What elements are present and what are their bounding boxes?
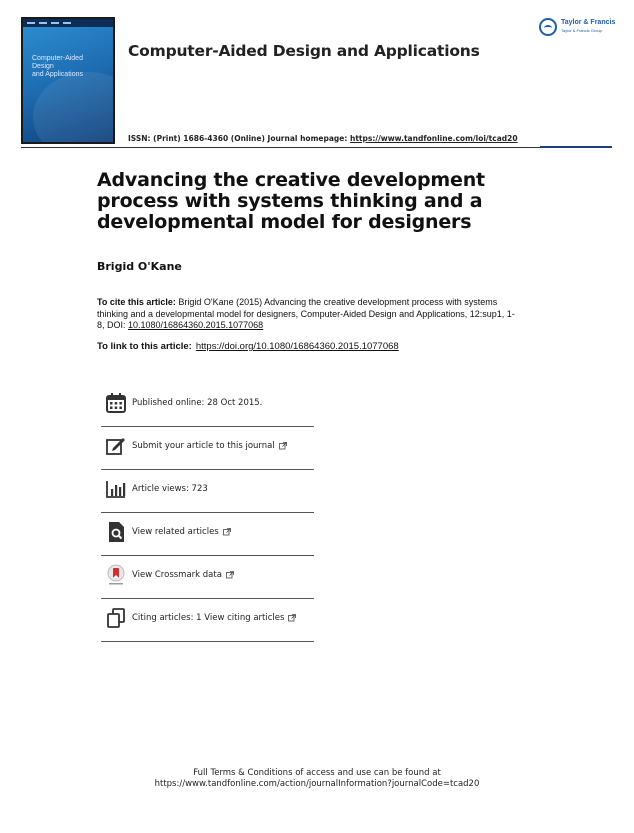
external-link-icon [223,528,231,536]
external-link-icon [288,614,296,622]
list-item-submit-article[interactable] [101,427,314,470]
journal-homepage-link[interactable]: https://www.tandfonline.com/loi/tcad20 [349,134,518,143]
submit-article-label: Submit your article to this journal [132,441,275,451]
publisher-name: Taylor & Francis [561,19,616,26]
list-item-article-views [101,470,314,513]
related-articles-label: View related articles [132,527,219,537]
external-link-icon [279,442,287,450]
citation-text: Brigid O'Kane (2015) Advancing the creative development process with systems thinking and a developmental model for designers, Computer-Aided Design and Applications, 12:sup1, 1-8, DOI: [97,297,515,330]
crossmark-link[interactable] [132,570,234,580]
article-link-label: To link to this article: [97,341,192,352]
list-item-crossmark[interactable] [101,556,314,599]
submit-article-link[interactable] [132,441,287,451]
citing-articles-label: Citing articles: 1 View citing articles [132,613,285,623]
calendar-icon [105,392,127,414]
publisher-logo [539,17,619,37]
list-item-published [101,384,314,427]
citation-block [97,297,517,332]
journal-cover-image [21,17,115,144]
edit-icon [105,435,127,457]
related-articles-link[interactable] [132,527,231,537]
footer-terms [0,768,634,790]
citation-doi-link[interactable]: 10.1080/16864360.2015.1077068 [128,320,264,330]
article-doi-link[interactable]: https://doi.org/10.1080/16864360.2015.1077068 [195,341,399,352]
article-link-line [97,341,399,352]
cover-title-line: Design [32,63,54,70]
article-title: Advancing the creative development process with systems thinking and a developmental model for designers [97,169,485,233]
publisher-tagline: Taylor & Francis Group [561,28,602,33]
header-divider-accent [540,146,612,148]
cover-title-line: and Applications [32,71,83,78]
footer-terms-link[interactable]: https://www.tandfonline.com/action/journalInformation?journalCode=tcad20 [154,779,480,789]
cover-title [32,55,102,79]
cover-title-line: Computer-Aided [32,55,83,62]
crossmark-label: View Crossmark data [132,570,222,580]
list-item-citing-articles[interactable] [101,599,314,642]
journal-title: Computer-Aided Design and Applications [128,42,480,60]
copy-icon [105,607,127,629]
publisher-logo-icon [539,18,557,36]
crossmark-icon [105,564,127,586]
article-author: Brigid O'Kane [97,260,182,273]
published-date: Published online: 28 Oct 2015. [132,398,263,408]
article-info-list [101,384,314,642]
citing-articles-link[interactable] [132,613,296,623]
issn-text: ISSN: (Print) 1686-4360 (Online) Journal homepage: [128,134,350,143]
issn-line [128,134,518,143]
header-divider [21,147,612,148]
citation-label: To cite this article: [97,297,176,307]
bar-chart-icon [105,478,127,500]
external-link-icon [226,571,234,579]
list-item-related-articles[interactable] [101,513,314,556]
document-search-icon [105,521,127,543]
article-views-count: Article views: 723 [132,484,208,494]
footer-terms-text: Full Terms & Conditions of access and use can be found at [193,768,441,778]
